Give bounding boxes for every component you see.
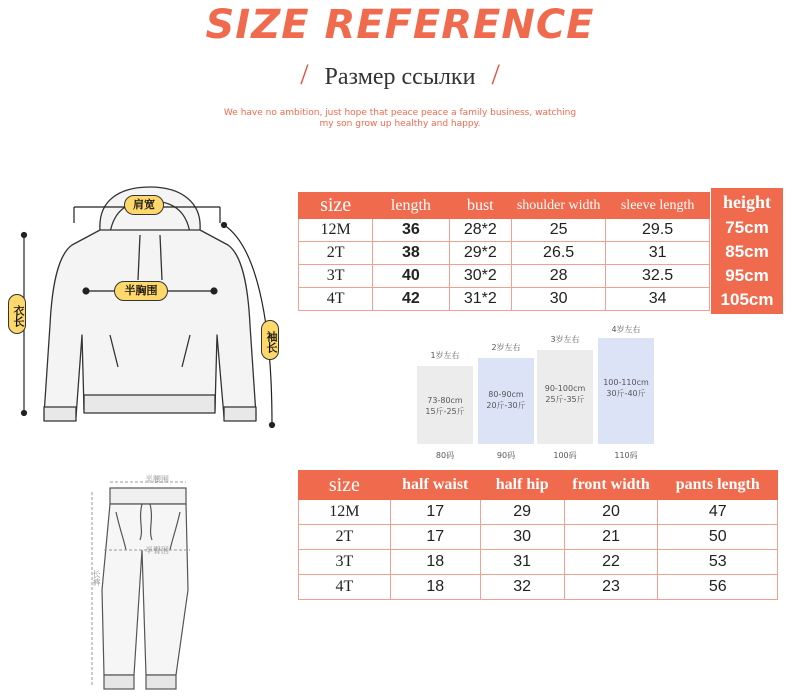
kid-range: 100-110cm [603,378,649,387]
header-sleeve-length: sleeve length [606,193,710,219]
cell-size: 2T [299,242,373,265]
header-half-hip: half hip [480,471,564,500]
height-value: 75cm [725,218,769,237]
cell-half-hip: 30 [480,525,564,550]
cell-half-hip: 32 [480,575,564,600]
cell-pants-length: 53 [658,550,778,575]
page-title: SIZE REFERENCE [205,2,595,48]
cell-length: 42 [373,288,449,311]
cell-front-width: 22 [564,550,658,575]
cell-length: 38 [373,242,449,265]
kid-age: 1岁左右 [430,351,460,360]
tagline [180,108,620,130]
cell-bust: 29*2 [449,242,511,265]
height-value: 105cm [720,290,774,309]
kid-bar [417,366,473,444]
kid-code: 100码 [553,451,577,460]
kid-bar [537,350,593,444]
cell-bust: 30*2 [449,265,511,288]
cell-sleeve: 34 [606,288,710,311]
kid-size-3 [537,334,593,462]
kid-size-4 [598,324,654,462]
header-bust: bust [449,193,511,219]
cell-front-width: 23 [564,575,658,600]
cell-half-hip: 31 [480,550,564,575]
tagline-line-1: We have no ambition, just hope that peace peace a family business, watching [223,108,577,118]
cell-length: 40 [373,265,449,288]
cell-half-waist: 18 [390,575,480,600]
cell-pants-length: 47 [658,500,778,525]
hip-label: 半臀围 [145,546,169,555]
hoodie-sketch [10,185,300,445]
kid-range: 73-80cm [427,396,463,405]
kid-code: 110码 [614,451,638,460]
header-size: size [299,471,391,500]
pants-table-header [299,471,778,500]
header-size: size [299,193,373,219]
table-row [299,288,710,311]
cell-shoulder: 26.5 [512,242,606,265]
cell-sleeve: 31 [606,242,710,265]
kid-size-1 [417,350,473,462]
height-value: 95cm [725,266,769,285]
table-row [299,219,710,242]
height-header: height [722,192,771,212]
kid-age: 2岁左右 [491,343,521,352]
cell-front-width: 21 [564,525,658,550]
top-table-header [299,193,710,219]
page-subtitle [0,58,800,92]
cell-size: 4T [299,288,373,311]
table-row [299,500,778,525]
cell-shoulder: 25 [512,219,606,242]
table-row [299,265,710,288]
kid-age: 4岁左右 [611,325,641,334]
cell-pants-length: 56 [658,575,778,600]
cell-bust: 28*2 [449,219,511,242]
chest-label: 半胸围 [114,281,168,301]
header-half-waist: half waist [390,471,480,500]
table-row [299,242,710,265]
kid-range: 80-90cm [488,390,524,399]
cell-front-width: 20 [564,500,658,525]
kid-range: 90-100cm [544,384,586,393]
kid-bar [598,338,654,444]
kid-bar [478,358,534,444]
subtitle-slash-right: / [491,58,500,91]
pants-size-table [298,470,778,600]
height-value: 85cm [725,242,769,261]
tagline-line-2: my son grow up healthy and happy. [319,119,481,129]
header-front-width: front width [564,471,658,500]
kid-code: 80码 [435,451,455,460]
waist-label: 半腰围 [145,475,169,484]
cell-sleeve: 32.5 [606,265,710,288]
header-pants-length: pants length [658,471,778,500]
table-row [299,575,778,600]
kid-size-2 [478,342,534,462]
cell-size: 12M [299,500,391,525]
cell-size: 3T [299,550,391,575]
cell-size: 4T [299,575,391,600]
top-size-table [298,192,710,311]
cell-shoulder: 28 [512,265,606,288]
length-label: 衣长 [8,294,26,334]
subtitle-slash-left: / [300,58,309,91]
shoulder-label: 肩宽 [124,195,164,215]
header-shoulder-width: shoulder width [512,193,606,219]
cell-size: 3T [299,265,373,288]
kid-code: 90码 [496,451,516,460]
kid-weight: 20斤-30斤 [486,401,526,410]
kid-weight: 30斤-40斤 [606,389,646,398]
height-column [711,188,783,314]
cell-half-waist: 17 [390,500,480,525]
kid-weight: 25斤-35斤 [545,395,585,404]
cell-bust: 31*2 [449,288,511,311]
cell-half-hip: 29 [480,500,564,525]
subtitle-text: Размер ссылки [324,64,476,90]
cell-shoulder: 30 [512,288,606,311]
cell-size: 2T [299,525,391,550]
cell-half-waist: 18 [390,550,480,575]
kid-age: 3岁左右 [550,335,580,344]
cell-pants-length: 50 [658,525,778,550]
table-row [299,550,778,575]
cell-length: 36 [373,219,449,242]
header-length: length [373,193,449,219]
table-row [299,525,778,550]
cell-half-waist: 17 [390,525,480,550]
sleeve-label: 袖长 [261,320,279,360]
cell-sleeve: 29.5 [606,219,710,242]
cell-size: 12M [299,219,373,242]
pants-length-label: 长裤 [92,570,101,586]
kid-weight: 15斤-25斤 [425,407,465,416]
